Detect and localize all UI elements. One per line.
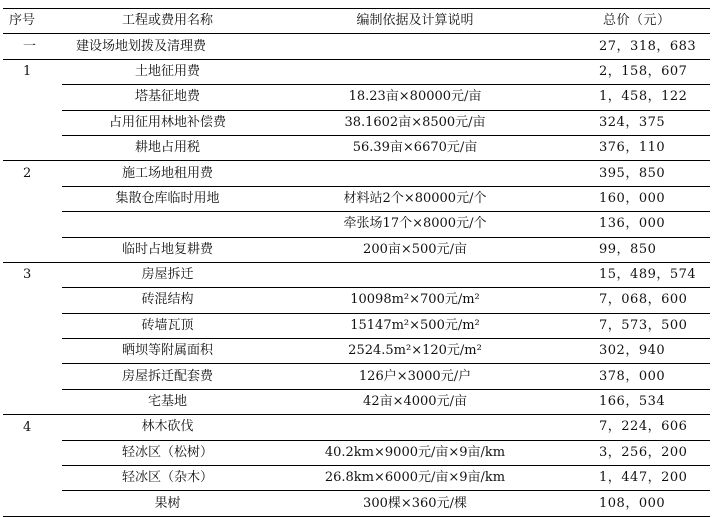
row-seq (3, 466, 62, 491)
row-name: 土地征用费 (62, 59, 269, 84)
table-row (3, 440, 710, 465)
row-basis: 牵张场17个×8000元/个 (269, 212, 561, 237)
row-seq: 1 (23, 64, 32, 80)
table-row (3, 364, 710, 389)
row-total: 2，158，607 (561, 59, 710, 84)
row-basis: 材料站2个×80000元/个 (269, 186, 561, 211)
table-row (3, 491, 710, 516)
table-row (3, 313, 710, 338)
row-basis: 200亩×500元/亩 (269, 237, 561, 262)
row-seq (3, 389, 62, 414)
row-total: 376，110 (561, 135, 710, 160)
row-basis: 56.39亩×6670元/亩 (269, 135, 561, 160)
row-name: 轻冰区（杂木） (62, 466, 269, 491)
table-row (3, 288, 710, 313)
row-basis (269, 161, 561, 186)
row-name: 建设场地划拨及清理费 (62, 34, 269, 59)
row-seq: 3 (23, 267, 32, 283)
row-total: 7，224，606 (561, 415, 710, 440)
table-row (3, 110, 710, 135)
row-seq: 2 (23, 165, 32, 181)
header-seq: 序号 (3, 9, 62, 34)
table-row (3, 415, 710, 440)
row-name: 晒坝等附属面积 (62, 339, 269, 364)
row-seq (3, 110, 62, 135)
row-basis (269, 262, 561, 287)
row-basis (269, 59, 561, 84)
table-row (3, 34, 710, 59)
row-basis: 38.1602亩×8500元/亩 (269, 110, 561, 135)
row-seq (3, 288, 62, 313)
row-name (62, 212, 269, 237)
row-name: 施工场地租用费 (62, 161, 269, 186)
row-name: 房屋拆迁配套费 (62, 364, 269, 389)
row-basis: 15147m²×500元/m² (269, 313, 561, 338)
row-total: 302，940 (561, 339, 710, 364)
row-basis (269, 415, 561, 440)
row-total: 108，000 (561, 491, 710, 516)
table-row (3, 161, 710, 186)
row-total: 324，375 (561, 110, 710, 135)
row-basis: 10098m²×700元/m² (269, 288, 561, 313)
row-seq (3, 339, 62, 364)
row-total: 15，489，574 (561, 262, 710, 287)
row-seq (3, 491, 62, 516)
row-total: 3，256，200 (561, 440, 710, 465)
row-seq (3, 237, 62, 262)
table-row (3, 466, 710, 491)
row-name: 临时占地复耕费 (62, 237, 269, 262)
table-row (3, 135, 710, 160)
row-basis: 42亩×4000元/亩 (269, 389, 561, 414)
row-basis: 26.8km×6000元/亩×9亩/km (269, 466, 561, 491)
table-row (3, 339, 710, 364)
row-total: 7，068，600 (561, 288, 710, 313)
row-seq (3, 440, 62, 465)
row-basis: 300棵×360元/棵 (269, 491, 561, 516)
row-total: 1，447，200 (561, 466, 710, 491)
row-seq (3, 212, 62, 237)
row-basis: 18.23亩×80000元/亩 (269, 85, 561, 110)
row-seq: 一 (3, 34, 62, 59)
table-row (3, 212, 710, 237)
row-total: 166，534 (561, 389, 710, 414)
row-name: 砖混结构 (62, 288, 269, 313)
header-name: 工程或费用名称 (62, 9, 269, 34)
row-basis (269, 34, 561, 59)
table-row (3, 262, 710, 287)
table-row (3, 186, 710, 211)
row-name: 占用征用林地补偿费 (62, 110, 269, 135)
row-seq (3, 85, 62, 110)
row-seq (3, 186, 62, 211)
row-name: 耕地占用税 (62, 135, 269, 160)
header-basis: 编制依据及计算说明 (269, 9, 561, 34)
row-name: 果树 (62, 491, 269, 516)
row-name: 林木砍伐 (62, 415, 269, 440)
row-total: 395，850 (561, 161, 710, 186)
row-name: 房屋拆迁 (62, 262, 269, 287)
row-name: 宅基地 (62, 389, 269, 414)
row-total: 1，458，122 (561, 85, 710, 110)
row-seq (3, 135, 62, 160)
row-seq (3, 313, 62, 338)
table-row (3, 237, 710, 262)
row-name: 砖墙瓦顶 (62, 313, 269, 338)
row-total: 7，573，500 (561, 313, 710, 338)
cost-table (3, 8, 710, 517)
row-basis: 2524.5m²×120元/m² (269, 339, 561, 364)
row-total: 378，000 (561, 364, 710, 389)
header-total: 总价（元） (561, 9, 710, 34)
row-total: 136，000 (561, 212, 710, 237)
table-row (3, 389, 710, 414)
table-row (3, 85, 710, 110)
row-basis: 40.2km×9000元/亩×9亩/km (269, 440, 561, 465)
row-seq: 4 (23, 419, 32, 435)
row-basis: 126户×3000元/户 (269, 364, 561, 389)
table-row (3, 59, 710, 84)
row-total: 160，000 (561, 186, 710, 211)
table-header-row (3, 9, 710, 34)
row-seq (3, 364, 62, 389)
row-total: 27，318，683 (561, 34, 710, 59)
row-name: 集散仓库临时用地 (62, 186, 269, 211)
row-name: 塔基征地费 (62, 85, 269, 110)
row-name: 轻冰区（松树） (62, 440, 269, 465)
row-total: 99，850 (561, 237, 710, 262)
